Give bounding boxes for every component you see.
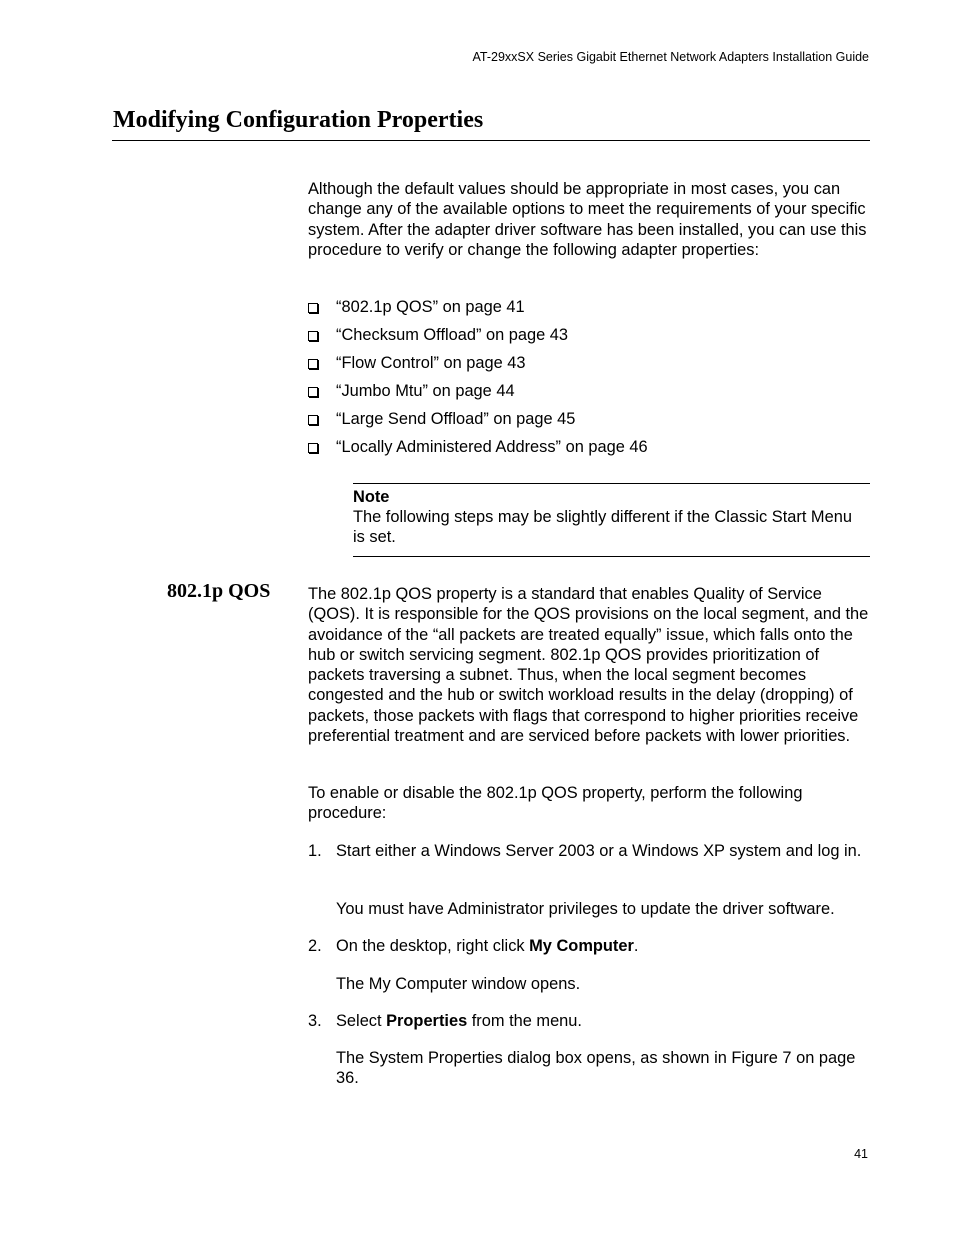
procedure-intro-paragraph: To enable or disable the 802.1p QOS property, perform the following procedure: — [308, 784, 803, 823]
list-item-text: “Flow Control” on page 43 — [336, 354, 526, 372]
running-header: AT-29xxSX Series Gigabit Ethernet Network Adapters Installation Guide — [472, 50, 869, 64]
list-item — [308, 437, 648, 465]
intro-paragraph: Although the default values should be appropriate in most cases, you can change any of the available options to meet the requirements of your specific system. After the adapter driver software has been installed, you can use this procedure to verify or change the following adapter properties: — [308, 180, 867, 259]
list-item-text: “Jumbo Mtu” on page 44 — [336, 382, 515, 400]
list-item-text: “802.1p QOS” on page 41 — [336, 298, 525, 316]
step-number: 3. — [308, 1012, 322, 1030]
step-text-part: On the desktop, right click — [336, 937, 530, 955]
checkbox-bullet-icon — [308, 331, 318, 341]
list-item — [308, 409, 648, 437]
list-item — [308, 325, 648, 353]
step-text — [336, 1011, 870, 1031]
checkbox-bullet-icon — [308, 359, 318, 369]
qos-description-paragraph: The 802.1p QOS property is a standard that enables Quality of Service (QOS). It is responsible for the QOS provisions on the local segment, and the avoidance of the “all packets are treated equally” issue, which falls onto the hub or switch servicing segment. 802.1p QOS provides prioritization of packets traversing a subnet. Thus, when the local segment becomes congested and the hub or switch workload results in the delay (dropping) of packets, those packets with flags that correspond to higher priorities receive preferential treatment and are serviced before packets with lower priorities. — [308, 585, 869, 746]
step-text: Start either a Windows Server 2003 or a Windows XP system and log in. — [336, 842, 862, 860]
step-text — [336, 936, 870, 956]
checkbox-bullet-icon — [308, 415, 318, 425]
section-title: Modifying Configuration Properties — [113, 107, 484, 133]
list-item-text: “Large Send Offload” on page 45 — [336, 410, 576, 428]
property-list — [308, 297, 648, 465]
step-text-part: from the menu. — [467, 1012, 582, 1030]
ui-term: My Computer — [529, 937, 634, 955]
step-text-part: . — [633, 937, 639, 955]
step-text-part: Select — [336, 1012, 387, 1030]
subsection-heading: 802.1p QOS — [167, 580, 271, 602]
step-number: 1. — [308, 842, 322, 860]
list-item — [308, 297, 648, 325]
checkbox-bullet-icon — [308, 387, 318, 397]
ui-term: Properties — [386, 1012, 468, 1030]
list-item — [308, 381, 648, 409]
list-item-text: “Checksum Offload” on page 43 — [336, 326, 569, 344]
checkbox-bullet-icon — [308, 303, 318, 313]
step-result: You must have Administrator privileges to update the driver software. — [336, 900, 835, 918]
title-rule — [112, 140, 870, 141]
note-text: The following steps may be slightly different if the Classic Start Menu is set. — [353, 508, 852, 547]
page-number: 41 — [854, 1147, 868, 1161]
step-result: The System Properties dialog box opens, as shown in Figure 7 on page 36. — [336, 1049, 856, 1088]
list-item-text: “Locally Administered Address” on page 46 — [336, 438, 648, 456]
checkbox-bullet-icon — [308, 443, 318, 453]
note-box — [353, 483, 870, 557]
list-item — [308, 353, 648, 381]
step-result: The My Computer window opens. — [336, 975, 581, 993]
note-title: Note — [353, 488, 390, 506]
step-number: 2. — [308, 937, 322, 955]
